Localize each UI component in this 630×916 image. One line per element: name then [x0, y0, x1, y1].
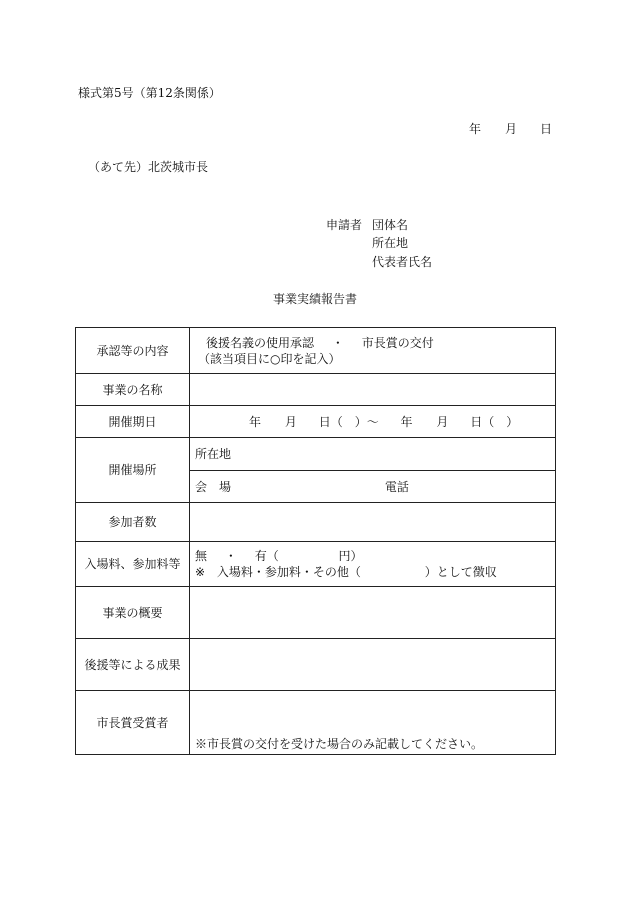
period-label: 開催期日: [76, 406, 190, 438]
table-row-results: [76, 639, 556, 691]
fee-note-end: ）として徴収: [424, 565, 497, 579]
approval-content: [190, 328, 556, 374]
applicant-organization: 団体名: [372, 218, 409, 232]
fee-label: 入場料、参加料等: [76, 542, 190, 587]
period-month-2: 月: [436, 414, 449, 429]
venue-address-label: 所在地: [195, 447, 232, 461]
table-row-participants: [76, 503, 556, 542]
table-row-fee: [76, 542, 556, 587]
applicant-address: 所在地: [372, 236, 409, 250]
approval-option-2[interactable]: 市長賞の交付: [361, 335, 434, 350]
participants-field[interactable]: [190, 503, 556, 542]
period-day-1: 日（ ）: [318, 414, 367, 429]
venue-hall-field[interactable]: [190, 471, 556, 503]
table-row-approval: [76, 328, 556, 374]
award-note: ※市長賞の交付を受けた場合のみ記載してください。: [195, 737, 484, 751]
venue-label: 開催場所: [76, 438, 190, 503]
event-name-field[interactable]: [190, 374, 556, 406]
approval-label: 承認等の内容: [76, 328, 190, 374]
period-day-2: 日（ ）: [470, 414, 519, 429]
form-number: 様式第5号（第12条関係）: [78, 86, 221, 100]
period-year-2: 年: [400, 414, 413, 429]
date-year: 年: [469, 122, 482, 136]
venue-phone-label: 電話: [384, 479, 409, 494]
fee-yen: 円）: [338, 549, 363, 563]
page-title: 事業実績報告書: [273, 292, 358, 306]
award-field[interactable]: [190, 691, 556, 755]
fee-note-mark: ※: [195, 565, 206, 579]
results-field[interactable]: [190, 639, 556, 691]
period-field[interactable]: [190, 406, 556, 438]
table-row-summary: [76, 587, 556, 639]
summary-field[interactable]: [190, 587, 556, 639]
table-row-award: [76, 691, 556, 755]
award-label: 市長賞受賞者: [76, 691, 190, 755]
period-tilde: ～: [366, 414, 379, 429]
fee-note-items: 入場料・参加料・その他（: [216, 565, 361, 579]
table-row-period: [76, 406, 556, 438]
date-day: 日: [540, 122, 553, 136]
date-month: 月: [505, 122, 518, 136]
summary-label: 事業の概要: [76, 587, 190, 639]
approval-option-1[interactable]: 後援名義の使用承認: [206, 335, 315, 350]
period-month-1: 月: [284, 414, 297, 429]
results-label: 後援等による成果: [76, 639, 190, 691]
participants-label: 参加者数: [76, 503, 190, 542]
approval-separator: ・: [331, 335, 344, 350]
table-row-venue-address: [76, 438, 556, 471]
venue-hall-label: 会 場: [195, 479, 232, 494]
table-row-event-name: [76, 374, 556, 406]
fee-yes[interactable]: 有（: [254, 549, 279, 563]
venue-address-field[interactable]: [190, 438, 556, 471]
event-name-label: 事業の名称: [76, 374, 190, 406]
period-year-1: 年: [249, 414, 262, 429]
addressee: （あて先）北茨城市長: [88, 160, 209, 174]
applicant-label: 申請者: [326, 218, 363, 232]
applicant-representative: 代表者氏名: [372, 255, 433, 269]
fee-separator: ・: [224, 549, 237, 563]
approval-note: （該当項目に○印を記入）: [198, 351, 341, 366]
fee-field: [190, 542, 556, 587]
report-table: [75, 327, 556, 755]
fee-none[interactable]: 無: [195, 549, 208, 563]
